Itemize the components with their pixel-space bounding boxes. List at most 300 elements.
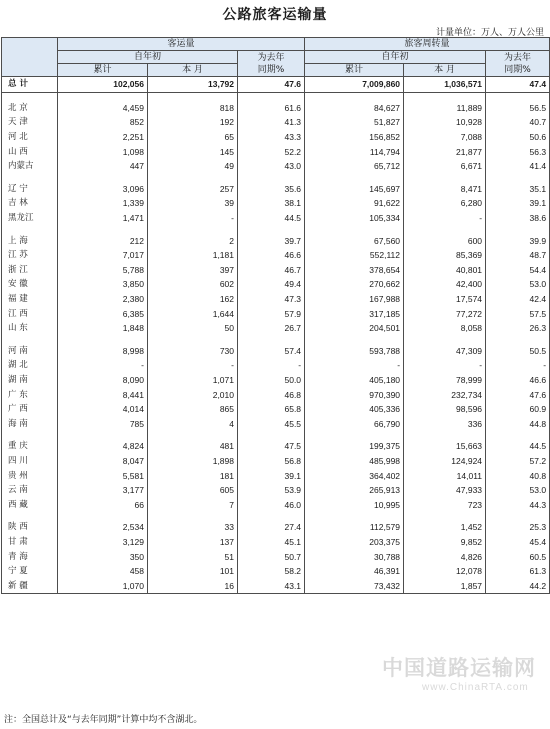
yoy-label-bottom: 同期% [504,64,531,75]
table-row [2,182,550,197]
turnover-month-cell: 7,088 [404,130,486,145]
turnover-ytd-cell: 270,662 [305,277,404,292]
turnover-yoy-cell: 57.2 [486,454,550,469]
turnover-month-cell: 42,400 [404,277,486,292]
turnover-ytd-cell: 485,998 [305,454,404,469]
spacer-cell [238,336,305,344]
region-cell: 河 北 [2,130,58,145]
table-row [2,373,550,388]
spacer-cell [486,431,550,439]
yoy-label-bottom: 同期% [257,64,285,75]
region-cell: 广 东 [2,387,58,402]
passenger-month-cell: - [148,358,238,373]
passenger-month-cell: 1,071 [148,373,238,388]
region-cell: 贵 州 [2,468,58,483]
passenger-yoy-cell: 58.2 [238,564,305,579]
spacer-cell [2,225,58,233]
table-row [2,549,550,564]
turnover-yoy-cell: 47.4 [486,77,550,93]
passenger-month-cell: 162 [148,292,238,307]
region-cell: 宁 夏 [2,564,58,579]
spacer-cell [486,225,550,233]
table-row [2,402,550,417]
spacer-cell [58,174,148,182]
turnover-yoy-cell: 53.0 [486,277,550,292]
passenger-month-cell: 1,898 [148,454,238,469]
turnover-month-cell: 232,734 [404,387,486,402]
table-header [2,38,550,77]
passenger-month-cell: 145 [148,144,238,159]
table-body [2,77,550,594]
spacer-cell [238,431,305,439]
turnover-yoy-cell: 26.3 [486,321,550,336]
region-cell: 上 海 [2,233,58,248]
table-row [2,535,550,550]
spacer-cell [486,92,550,101]
passenger-ytd-cell: 1,848 [58,321,148,336]
passenger-ytd-cell: 447 [58,159,148,174]
passenger-ytd-cell: 8,998 [58,344,148,359]
passenger-month-cell: 49 [148,159,238,174]
passenger-month-cell: - [148,211,238,226]
region-cell: 青 海 [2,549,58,564]
spacer-row [2,174,550,182]
turnover-ytd-cell: 204,501 [305,321,404,336]
turnover-ytd-cell: 105,334 [305,211,404,226]
spacer-cell [58,431,148,439]
region-cell: 西 藏 [2,497,58,512]
table-row [2,483,550,498]
watermark [382,652,547,693]
turnover-yoy-cell: 39.1 [486,196,550,211]
table-row [2,130,550,145]
turnover-ytd-cell: 51,827 [305,115,404,130]
spacer-cell [58,336,148,344]
passenger-ytd-cell: 2,251 [58,130,148,145]
passenger-ytd-cell: 852 [58,115,148,130]
region-cell: 江 苏 [2,248,58,263]
turnover-ytd-cell: 405,336 [305,402,404,417]
passenger-month-header: 本 月 [148,64,238,77]
spacer-cell [486,512,550,520]
spacer-row [2,92,550,101]
turnover-month-cell: 11,889 [404,101,486,116]
data-table [1,37,550,594]
region-header [2,38,58,77]
passenger-ytd-cell: 785 [58,416,148,431]
turnover-month-cell: 21,877 [404,144,486,159]
turnover-ytd-cell: 145,697 [305,182,404,197]
passenger-ytd-cell: 102,056 [58,77,148,93]
turnover-ytd-cell: 265,913 [305,483,404,498]
table-row [2,578,550,593]
turnover-yoy-cell: - [486,358,550,373]
region-cell: 新 疆 [2,578,58,593]
region-cell: 安 徽 [2,277,58,292]
passenger-month-cell: 2,010 [148,387,238,402]
spacer-cell [238,225,305,233]
passenger-yoy-cell: 39.7 [238,233,305,248]
spacer-cell [58,512,148,520]
table-row [2,263,550,278]
passenger-ytd-cell: 8,047 [58,454,148,469]
table-row [2,497,550,512]
region-cell: 四 川 [2,454,58,469]
passenger-yoy-header [238,51,305,77]
passenger-yoy-cell: 47.5 [238,439,305,454]
passenger-ytd-cell: 212 [58,233,148,248]
turnover-ytd-cell: 30,788 [305,549,404,564]
passenger-ytd-cell: 5,788 [58,263,148,278]
passenger-yoy-cell: 46.7 [238,263,305,278]
footnote: 注：全国总计及“与去年同期”计算中均不含湖北。 [4,715,203,725]
passenger-month-cell: 13,792 [148,77,238,93]
region-cell: 浙 江 [2,263,58,278]
passenger-volume-header: 客运量 [58,38,305,51]
turnover-month-cell: 78,999 [404,373,486,388]
turnover-yoy-cell: 44.3 [486,497,550,512]
turnover-month-cell: 1,036,571 [404,77,486,93]
spacer-cell [486,174,550,182]
region-cell: 海 南 [2,416,58,431]
passenger-month-cell: 730 [148,344,238,359]
passenger-month-cell: 1,644 [148,306,238,321]
table-row [2,344,550,359]
spacer-cell [2,174,58,182]
passenger-ytd-cell: 3,850 [58,277,148,292]
passenger-ytd-cell: 3,129 [58,535,148,550]
passenger-yoy-cell: 38.1 [238,196,305,211]
table-row [2,115,550,130]
spacer-cell [238,92,305,101]
table-row [2,233,550,248]
turnover-ytd-cell: 203,375 [305,535,404,550]
turnover-yoy-cell: 54.4 [486,263,550,278]
turnover-ytd-cell: 317,185 [305,306,404,321]
turnover-yoy-cell: 44.2 [486,578,550,593]
passenger-yoy-cell: 65.8 [238,402,305,417]
turnover-yoy-cell: 60.5 [486,549,550,564]
passenger-month-cell: 39 [148,196,238,211]
turnover-yoy-cell: 56.5 [486,101,550,116]
turnover-month-cell: 723 [404,497,486,512]
passenger-ytd-cell: - [58,358,148,373]
turnover-yoy-cell: 61.3 [486,564,550,579]
passenger-month-cell: 818 [148,101,238,116]
region-cell: 吉 林 [2,196,58,211]
spacer-cell [148,512,238,520]
passenger-month-cell: 101 [148,564,238,579]
passenger-month-cell: 7 [148,497,238,512]
spacer-cell [404,431,486,439]
passenger-ytd-cell: 66 [58,497,148,512]
passenger-ytd-cell: 458 [58,564,148,579]
passenger-yoy-cell: 35.6 [238,182,305,197]
passenger-yoy-cell: - [238,358,305,373]
passenger-yoy-cell: 43.0 [238,159,305,174]
turnover-ytd-cell: - [305,358,404,373]
turnover-ytd-cell: 46,391 [305,564,404,579]
turnover-ytd-cell: 10,995 [305,497,404,512]
region-cell: 湖 北 [2,358,58,373]
passenger-month-cell: 137 [148,535,238,550]
passenger-month-cell: 605 [148,483,238,498]
turnover-ytd-cell: 67,560 [305,233,404,248]
spacer-cell [238,512,305,520]
region-cell: 黑龙江 [2,211,58,226]
table-row [2,277,550,292]
region-cell: 天 津 [2,115,58,130]
passenger-month-cell: 33 [148,520,238,535]
passenger-ytd-cell: 1,098 [58,144,148,159]
turnover-yoy-cell: 41.4 [486,159,550,174]
passenger-ytd-cell: 2,380 [58,292,148,307]
spacer-cell [148,431,238,439]
table-row [2,144,550,159]
passenger-yoy-cell: 61.6 [238,101,305,116]
turnover-ytd-cell: 593,788 [305,344,404,359]
region-cell: 陕 西 [2,520,58,535]
spacer-cell [148,92,238,101]
turnover-ytd-cell: 552,112 [305,248,404,263]
page-title: 公路旅客运输量 [222,7,328,23]
passenger-month-cell: 397 [148,263,238,278]
turnover-ytd-cell: 114,794 [305,144,404,159]
spacer-cell [305,174,404,182]
spacer-cell [404,512,486,520]
turnover-yoy-header [486,51,550,77]
passenger-yoy-cell: 50.0 [238,373,305,388]
region-cell: 总 计 [2,77,58,93]
turnover-month-cell: 4,826 [404,549,486,564]
turnover-ytd-cell: 167,988 [305,292,404,307]
passenger-yoy-cell: 52.2 [238,144,305,159]
passenger-month-cell: 2 [148,233,238,248]
spacer-cell [2,512,58,520]
passenger-yoy-cell: 47.3 [238,292,305,307]
turnover-yoy-cell: 56.3 [486,144,550,159]
turnover-month-cell: 12,078 [404,564,486,579]
passenger-ytd-cell: 4,014 [58,402,148,417]
turnover-month-cell: 14,011 [404,468,486,483]
yoy-label-top: 为去年 [257,52,285,63]
spacer-cell [148,174,238,182]
spacer-row [2,512,550,520]
passenger-month-cell: 16 [148,578,238,593]
passenger-ytd-header: 自年初 [58,51,238,64]
passenger-turnover-header: 旅客周转量 [305,38,550,51]
turnover-ytd-cell: 364,402 [305,468,404,483]
passenger-yoy-cell: 46.0 [238,497,305,512]
spacer-row [2,225,550,233]
total-row [2,77,550,93]
passenger-yoy-cell: 39.1 [238,468,305,483]
passenger-yoy-cell: 46.6 [238,248,305,263]
passenger-yoy-cell: 57.4 [238,344,305,359]
passenger-ytd-cell: 3,096 [58,182,148,197]
table-row [2,211,550,226]
passenger-yoy-cell: 26.7 [238,321,305,336]
region-cell: 云 南 [2,483,58,498]
passenger-ytd-cell: 6,385 [58,306,148,321]
passenger-yoy-cell: 56.8 [238,454,305,469]
table-row [2,468,550,483]
turnover-month-cell: 600 [404,233,486,248]
spacer-cell [58,92,148,101]
region-cell: 山 西 [2,144,58,159]
spacer-cell [2,431,58,439]
turnover-month-cell: 336 [404,416,486,431]
turnover-month-cell: 9,852 [404,535,486,550]
spacer-row [2,431,550,439]
passenger-ytd-cell: 7,017 [58,248,148,263]
table-row [2,358,550,373]
turnover-yoy-cell: 48.7 [486,248,550,263]
passenger-month-cell: 602 [148,277,238,292]
turnover-yoy-cell: 44.5 [486,439,550,454]
passenger-ytd-cell: 3,177 [58,483,148,498]
passenger-yoy-cell: 49.4 [238,277,305,292]
turnover-ytd-cell: 66,790 [305,416,404,431]
passenger-ytd-cell: 4,824 [58,439,148,454]
passenger-ytd-cell: 5,581 [58,468,148,483]
turnover-ytd-cell: 91,622 [305,196,404,211]
turnover-ytd-cell: 7,009,860 [305,77,404,93]
passenger-cumulative-header: 累计 [58,64,148,77]
region-cell: 湖 南 [2,373,58,388]
turnover-month-cell: 6,280 [404,196,486,211]
table-row [2,306,550,321]
spacer-cell [404,336,486,344]
spacer-cell [305,431,404,439]
table-row [2,248,550,263]
turnover-month-cell: 98,596 [404,402,486,417]
passenger-yoy-cell: 45.5 [238,416,305,431]
turnover-ytd-cell: 84,627 [305,101,404,116]
table-row [2,101,550,116]
passenger-yoy-cell: 46.8 [238,387,305,402]
watermark-url: www.ChinaRTA.com [422,682,529,693]
spacer-cell [305,225,404,233]
turnover-month-cell: 40,801 [404,263,486,278]
turnover-month-cell: 124,924 [404,454,486,469]
spacer-cell [2,336,58,344]
passenger-ytd-cell: 1,339 [58,196,148,211]
passenger-yoy-cell: 43.3 [238,130,305,145]
turnover-yoy-cell: 40.7 [486,115,550,130]
turnover-yoy-cell: 40.8 [486,468,550,483]
turnover-month-cell: 10,928 [404,115,486,130]
passenger-yoy-cell: 50.7 [238,549,305,564]
passenger-month-cell: 51 [148,549,238,564]
spacer-cell [305,92,404,101]
table-row [2,292,550,307]
turnover-ytd-cell: 199,375 [305,439,404,454]
turnover-month-cell: 1,857 [404,578,486,593]
turnover-month-cell: 77,272 [404,306,486,321]
table-row [2,416,550,431]
turnover-yoy-cell: 50.5 [486,344,550,359]
passenger-month-cell: 481 [148,439,238,454]
turnover-yoy-cell: 45.4 [486,535,550,550]
passenger-yoy-cell: 53.9 [238,483,305,498]
turnover-ytd-cell: 378,654 [305,263,404,278]
unit-label: 计量单位：万人、万人公里 [435,28,544,38]
spacer-cell [305,512,404,520]
turnover-yoy-cell: 35.1 [486,182,550,197]
region-cell: 山 东 [2,321,58,336]
spacer-cell [404,225,486,233]
table-row [2,564,550,579]
spacer-row [2,336,550,344]
turnover-yoy-cell: 53.0 [486,483,550,498]
spacer-cell [58,225,148,233]
table-row [2,387,550,402]
passenger-month-cell: 257 [148,182,238,197]
turnover-ytd-header: 自年初 [305,51,486,64]
region-cell: 辽 宁 [2,182,58,197]
watermark-text: 中国道路运输网 [382,656,536,680]
region-cell: 重 庆 [2,439,58,454]
passenger-ytd-cell: 4,459 [58,101,148,116]
turnover-ytd-cell: 156,852 [305,130,404,145]
turnover-cumulative-header: 累计 [305,64,404,77]
passenger-yoy-cell: 45.1 [238,535,305,550]
turnover-month-cell: 17,574 [404,292,486,307]
turnover-month-cell: 85,369 [404,248,486,263]
passenger-yoy-cell: 41.3 [238,115,305,130]
turnover-yoy-cell: 44.8 [486,416,550,431]
region-cell: 广 西 [2,402,58,417]
turnover-month-cell: 15,663 [404,439,486,454]
passenger-yoy-cell: 57.9 [238,306,305,321]
passenger-yoy-cell: 44.5 [238,211,305,226]
passenger-ytd-cell: 350 [58,549,148,564]
table-row [2,439,550,454]
passenger-ytd-cell: 1,070 [58,578,148,593]
turnover-month-cell: 1,452 [404,520,486,535]
spacer-cell [486,336,550,344]
turnover-month-cell: 8,058 [404,321,486,336]
spacer-cell [404,92,486,101]
passenger-month-cell: 192 [148,115,238,130]
passenger-month-cell: 65 [148,130,238,145]
table-row [2,196,550,211]
region-cell: 福 建 [2,292,58,307]
spacer-cell [305,336,404,344]
turnover-month-cell: 47,309 [404,344,486,359]
spacer-cell [404,174,486,182]
passenger-yoy-cell: 43.1 [238,578,305,593]
region-cell: 内蒙古 [2,159,58,174]
table-row [2,321,550,336]
passenger-month-cell: 1,181 [148,248,238,263]
passenger-ytd-cell: 2,534 [58,520,148,535]
turnover-ytd-cell: 970,390 [305,387,404,402]
yoy-label-top: 为去年 [504,52,532,63]
turnover-yoy-cell: 60.9 [486,402,550,417]
turnover-yoy-cell: 46.6 [486,373,550,388]
table-row [2,454,550,469]
turnover-month-cell: 47,933 [404,483,486,498]
turnover-yoy-cell: 42.4 [486,292,550,307]
passenger-month-cell: 4 [148,416,238,431]
table-row [2,520,550,535]
spacer-cell [148,225,238,233]
turnover-month-cell: 6,671 [404,159,486,174]
turnover-ytd-cell: 112,579 [305,520,404,535]
turnover-yoy-cell: 57.5 [486,306,550,321]
